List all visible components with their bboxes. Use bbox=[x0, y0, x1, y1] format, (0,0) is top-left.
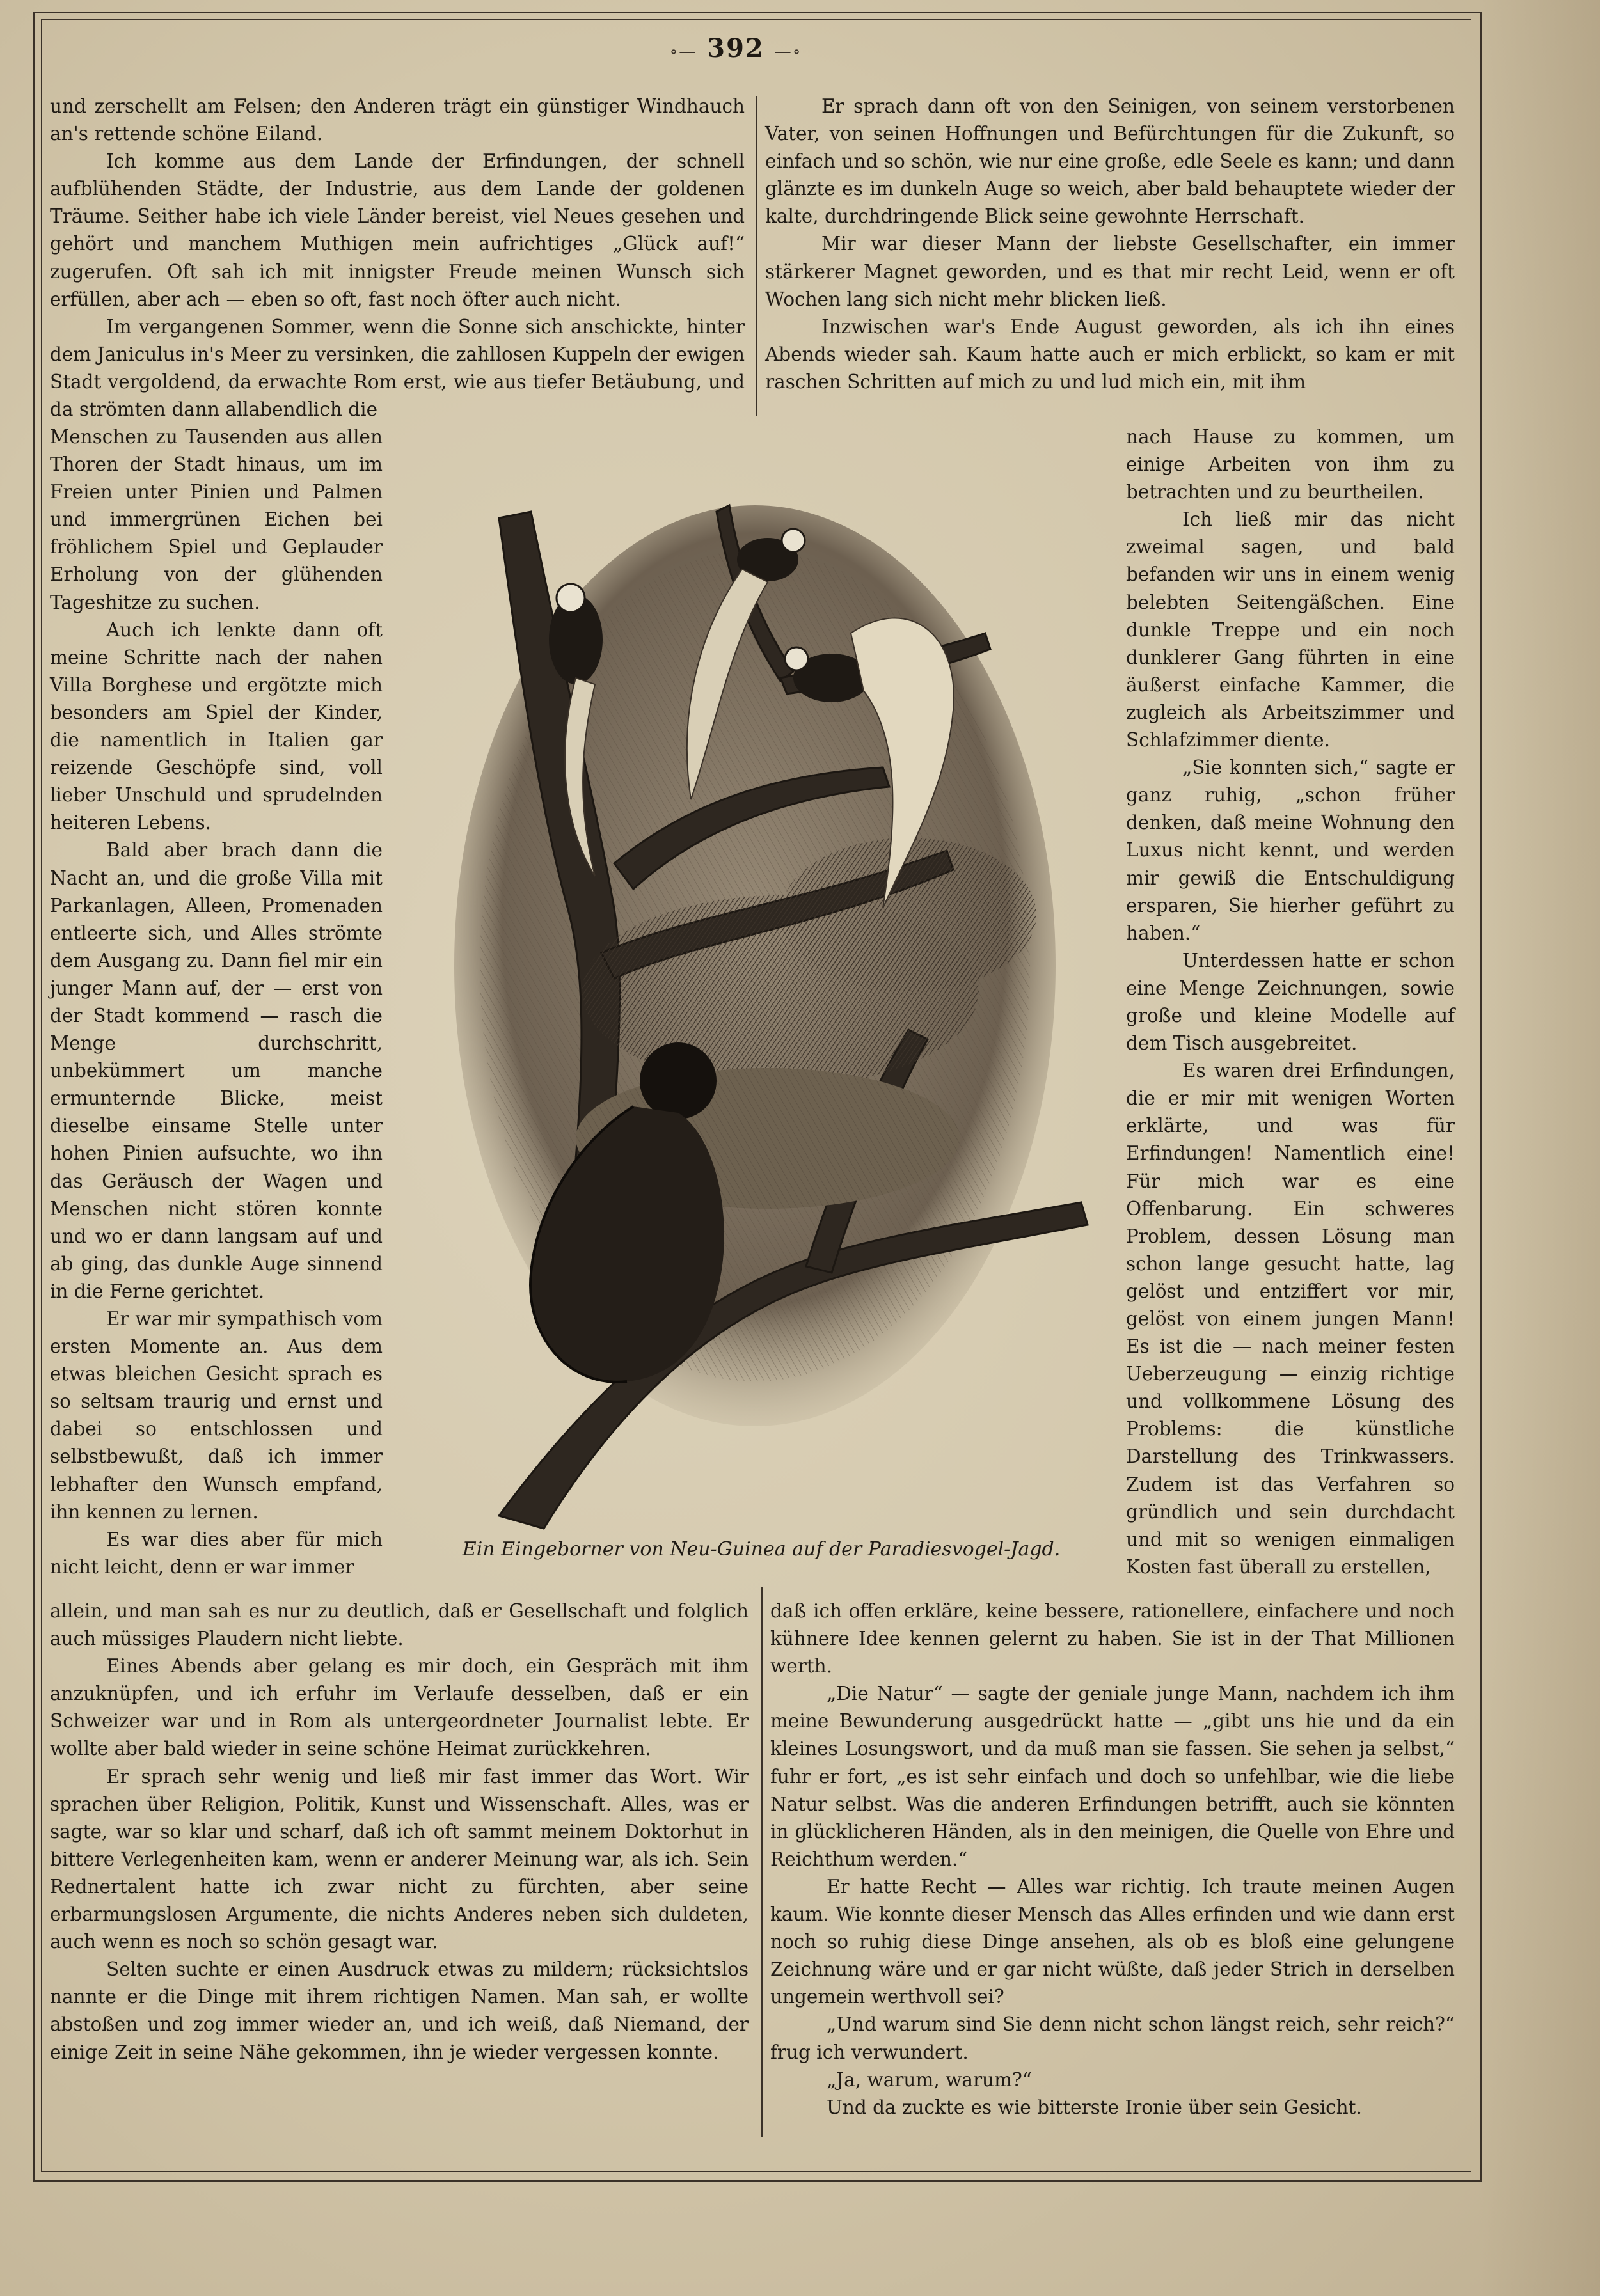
paragraph: nach Hause zu kommen, um einige Arbeiten von ihm zu betrachten und zu beurtheilen. bbox=[1126, 426, 1455, 503]
paragraph: daß ich offen erkläre, keine bessere, rationellere, einfachere und noch kühnere Idee kennen gelernt zu haben. Sie ist in der That Millionen werth. bbox=[770, 1600, 1455, 1678]
illustration-caption: Ein Eingeborner von Neu-Guinea auf der Paradiesvogel-Jagd. bbox=[462, 1538, 1061, 1561]
column-divider-top bbox=[756, 96, 757, 416]
paragraph: Er hatte Recht — Alles war richtig. Ich traute meinen Augen kaum. Wie konnte dieser Mensch das Alles erfinden und wie dann erst noch so ruhig diese Dinge ansehen, als ob es bloß eine gelungene Zeichnung wäre und er gar nicht wüßte, daß jeder Strich in derselben ungemein werthvoll sei? bbox=[770, 1875, 1455, 2008]
page-number bbox=[665, 33, 806, 63]
page-number-value: 392 bbox=[707, 33, 764, 63]
paragraph: „Ja, warum, warum?“ bbox=[827, 2068, 1032, 2091]
column-divider-bottom bbox=[761, 1587, 763, 2137]
paragraph: Und da zuckte es wie bitterste Ironie über sein Gesicht. bbox=[827, 2096, 1362, 2118]
left-column-narrow bbox=[50, 423, 383, 1581]
paragraph: „Und warum sind Sie denn nicht schon längst reich, sehr reich?“ frug ich verwundert. bbox=[770, 2013, 1455, 2063]
paragraph: Er sprach dann oft von den Seinigen, von seinem verstorbenen Vater, von seinen Hoffnungen und Befürchtungen für die Zukunft, so einfach und so schön, wie nur eine große, edle Seele es kann; und dann glänzte es im dunkeln Auge so weich, aber bald behauptete wieder der kalte, durchdringende Blick seine gewohnte Herrschaft. bbox=[765, 95, 1455, 228]
paragraph: allein, und man sah es nur zu deutlich, daß er Gesellschaft und folglich auch müssiges Plaudern nicht liebte. bbox=[50, 1600, 749, 1650]
right-column-top bbox=[765, 93, 1455, 396]
paragraph: und zerschellt am Felsen; den Anderen trägt ein günstiger Windhauch an's rettende schöne Eiland. bbox=[50, 95, 745, 145]
paragraph: Unterdessen hatte er schon eine Menge Zeichnungen, sowie große und kleine Modelle auf dem Tisch ausgebreitet. bbox=[1126, 949, 1455, 1055]
paragraph: Er sprach sehr wenig und ließ mir fast immer das Wort. Wir sprachen über Religion, Politik, Kunst und Wissenschaft. Alles, was er sagte, war so klar und scharf, daß ich oft sammt meinem Doktorhut in bittere Verlegenheiten kam, wenn er anderer Meinung war, als ich. Sein Rednertalent hatte ich zwar nicht zu fürchten, aber seine erbarmungslosen Argumente, die nichts Anderes neben sich duldeten, auch wenn es noch so schön gesagt war. bbox=[50, 1765, 749, 1953]
engraving-illustration bbox=[422, 467, 1100, 1535]
paragraph: Es war dies aber für mich nicht leicht, denn er war immer bbox=[50, 1528, 383, 1578]
left-column-top bbox=[50, 93, 745, 423]
paragraph: Selten suchte er einen Ausdruck etwas zu mildern; rücksichtslos nannte er die Dinge mit ihrem richtigen Namen. Man sah, er wollte abstoßen und zog immer wieder an, und ich weiß, daß Niemand, der einige Zeit in seine Nähe gekommen, ihn je wieder vergessen konnte. bbox=[50, 1958, 749, 2063]
paper-edge-shade bbox=[1478, 0, 1600, 2296]
paragraph: Bald aber brach dann die Nacht an, und die große Villa mit Parkanlagen, Alleen, Promenaden entleerte sich, und Alles strömte dem Ausgang zu. Dann fiel mir ein junger Mann auf, der — erst von der Stadt kommend — rasch die Menge durchschritt, unbekümmert um manche ermunternde Blicke, meist dieselbe einsame Stelle unter hohen Pinien aufsuchte, wo ihn das Geräusch der Wagen und Menschen nicht stören konnte und wo er dann langsam auf und ab ging, das dunkle Auge sinnend in die Ferne gerichtet. bbox=[50, 839, 383, 1302]
left-column-bottom bbox=[50, 1598, 749, 2066]
paragraph: Menschen zu Tausenden aus allen Thoren der Stadt hinaus, um im Freien unter Pinien und Palmen und immergrünen Eichen bei fröhlichem Spiel und Geplauder Erholung von der glühenden Tageshitze zu suchen. bbox=[50, 426, 383, 613]
paragraph: Er war mir sympathisch vom ersten Momente an. Aus dem etwas bleichen Gesicht sprach es so seltsam traurig und ernst und dabei so entschlossen und selbstbewußt, daß ich immer lebhafter den Wunsch empfand, ihn kennen zu lernen. bbox=[50, 1308, 383, 1523]
paragraph: Mir war dieser Mann der liebste Gesellschafter, ein immer stärkerer Magnet geworden, und es that mir recht Leid, wenn er oft Wochen lang sich nicht mehr blicken ließ. bbox=[765, 233, 1455, 310]
paragraph: „Sie konnten sich,“ sagte er ganz ruhig, „schon früher denken, daß meine Wohnung den Luxus nicht kennt, und werden mir gewiß die Entschuldigung ersparen, Sie hierher geführt zu haben.“ bbox=[1126, 757, 1455, 944]
paragraph: Inzwischen war's Ende August geworden, als ich ihn eines Abends wieder sah. Kaum hatte auch er mich erblickt, so kam er mit raschen Schritten auf mich zu und lud mich ein, mit ihm bbox=[765, 315, 1455, 393]
paragraph: Auch ich lenkte dann oft meine Schritte nach der nahen Villa Borghese und ergötzte mich besonders am Spiel der Kinder, die namentlich in Italien gar reizende Geschöpfe sind, voll lieber Unschuld und sprudelnden heiteren Lebens. bbox=[50, 618, 383, 834]
right-column-bottom bbox=[770, 1598, 1455, 2121]
paragraph: „Die Natur“ — sagte der geniale junge Mann, nachdem ich ihm meine Bewunderung ausgedrückt hatte — „gibt uns hie und da ein kleines Losungswort, und da muß man sie fassen. Sie sehen ja selbst,“ fuhr er fort, „es ist sehr einfach und doch so unfehlbar, wie die liebe Natur selbst. Was die anderen Erfindungen betrifft, auch sie könnten in glücklicheren Händen, als in den meinigen, die Quelle von Ehre und Reichthum werden.“ bbox=[770, 1683, 1455, 1870]
ornament-left: ∘— bbox=[669, 42, 697, 61]
right-column-narrow bbox=[1126, 423, 1455, 1581]
paragraph: Im vergangenen Sommer, wenn die Sonne sich anschickte, hinter dem Janiculus in's Meer zu versinken, die zahllosen Kuppeln der ewigen Stadt vergoldend, da erwachte Rom erst, wie aus tiefer Betäubung, und da strömten dann allabendlich die bbox=[50, 315, 745, 421]
paragraph: Eines Abends aber gelang es mir doch, ein Gespräch mit ihm anzuknüpfen, und ich erfuhr im Verlaufe desselben, daß er ein Schweizer war und in Rom als untergeordneter Journalist lebte. Er wollte aber bald wieder in seine schöne Heimat zurückkehren. bbox=[50, 1655, 749, 1760]
paragraph: Ich komme aus dem Lande der Erfindungen, der schnell aufblühenden Städte, der Industrie, aus dem Lande der goldenen Träume. Seither habe ich viele Länder bereist, viel Neues gesehen und gehört und manchem Muthigen mein aufrichtiges „Glück auf!“ zugerufen. Oft sah ich mit innigster Freude meinen Wunsch sich erfüllen, aber ach — eben so oft, fast noch öfter auch nicht. bbox=[50, 150, 745, 310]
paragraph: Ich ließ mir das nicht zweimal sagen, und bald befanden wir uns in einem wenig belebten Seitengäßchen. Eine dunkle Treppe und ein noch dunklerer Gang führten in eine äußerst einfache Kammer, die zugleich als Arbeitszimmer und Schlafzimmer diente. bbox=[1126, 508, 1455, 751]
paragraph: Es waren drei Erfindungen, die er mir mit wenigen Worten erklärte, und was für Erfindungen! Namentlich eine! Für mich war es eine Offenbarung. Ein schweres Problem, dessen Lösung man schon lange gesucht hatte, lag gelöst und entziffert vor mir, gelöst von einem jungen Mann! Es ist die — nach meiner festen Ueberzeugung — einzig richtige und vollkommene Lösung des Problems: die künstliche Darstellung des Trinkwassers. Zudem ist das Verfahren so gründlich und sein durchdacht und mit so wenigen einmaligen Kosten fast überall zu erstellen, bbox=[1126, 1060, 1455, 1578]
ornament-right: —∘ bbox=[774, 42, 802, 61]
